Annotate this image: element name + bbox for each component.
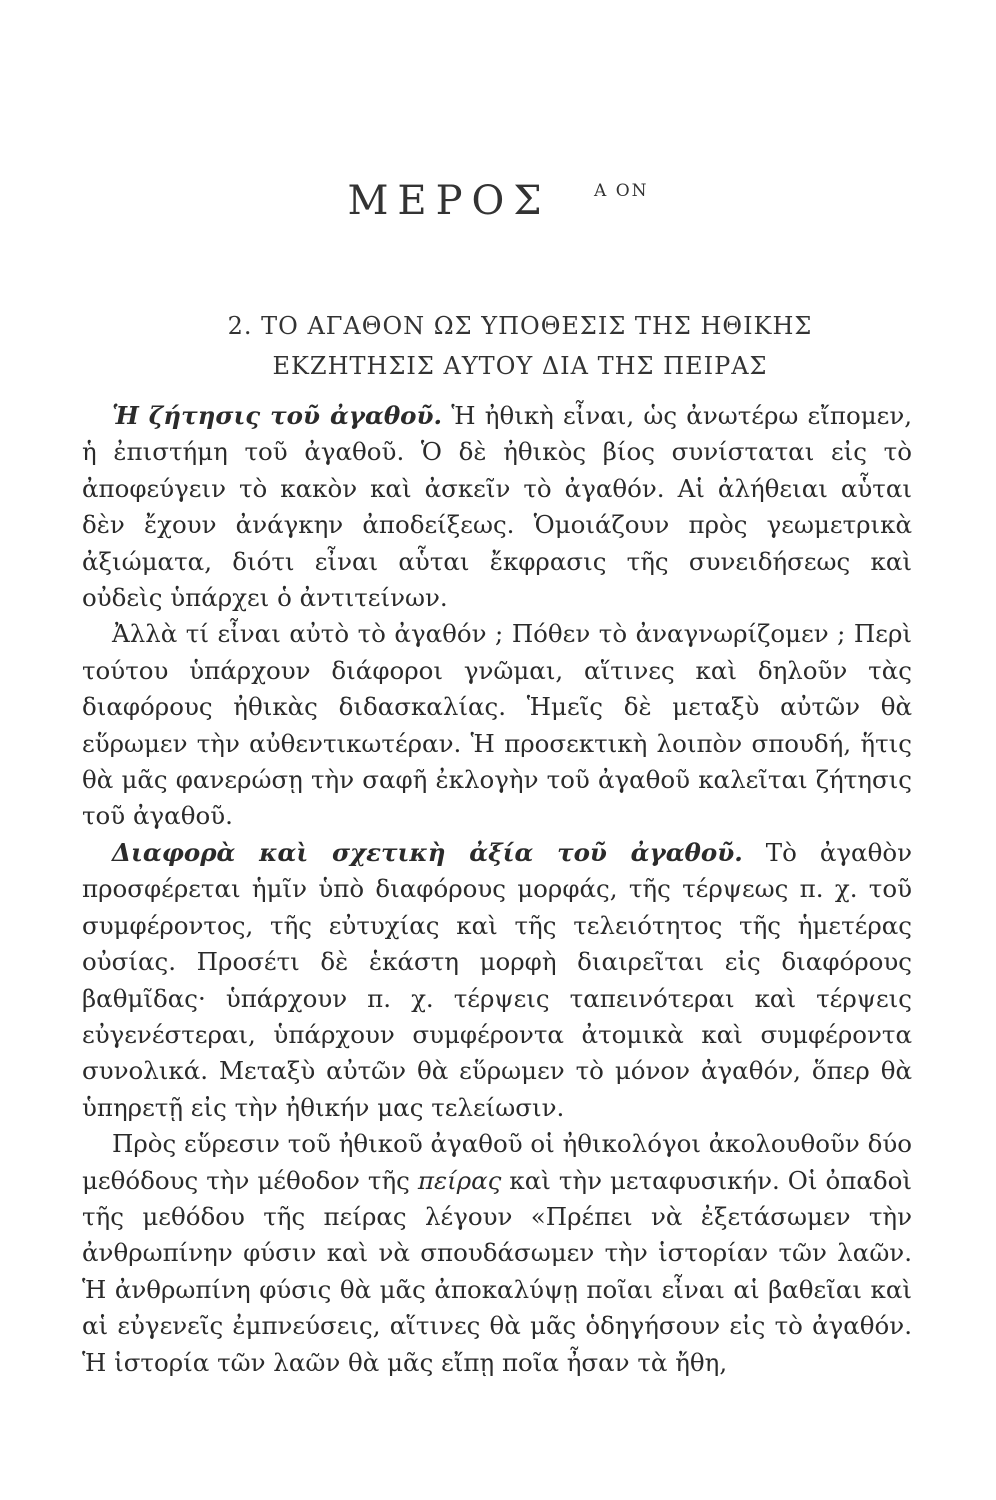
paragraph-4-emphasis: πείρας — [417, 1165, 502, 1195]
paragraph-1 — [82, 398, 912, 616]
part-title-text: ΜΕΡΟΣ — [347, 178, 551, 224]
paragraph-1-heading: Ἡ ζήτησις τοῦ ἀγαθοῦ. — [112, 401, 443, 430]
chapter-heading-line-2: ΕΚΖΗΤΗΣΙΣ ΑΥΤΟΥ ΔΙΑ ΤΗΣ ΠΕΙΡΑΣ — [272, 352, 768, 380]
chapter-heading — [140, 306, 900, 386]
chapter-heading-line-1: 2. ΤΟ ΑΓΑΘΟΝ ΩΣ ΥΠΟΘΕΣΙΣ ΤΗΣ ΗΘΙΚΗΣ — [227, 312, 813, 340]
body-text — [82, 398, 912, 1381]
paragraph-4-text-a: Πρὸς εὕρεσιν τοῦ ἠθικοῦ ἀγαθοῦ οἱ ἠθικολόγοι ἀκολουθοῦν δύο μεθόδους τὴν μέθοδον τῆς — [82, 1129, 912, 1195]
part-title-superscript: Α ON — [594, 181, 649, 201]
paragraph-3-text: Τὸ ἀγαθὸν προσφέρεται ἡμῖν ὑπὸ διαφόρους μορφάς, τῆς τέρψεως π. χ. τοῦ συμφέροντος, τῆς εὐτυχίας καὶ τῆς τελειότητος τῆς ἡμετέρας οὐσίας. Προσέτι δὲ ἑκάστη μορφὴ διαιρεῖται εἰς διαφόρους βαθμῖδας· ὑπάρχουν π. χ. τέρψεις ταπεινότεραι καὶ τέρψεις εὐγενέστεραι, ὑπάρχουν συμφέροντα ἀτομικὰ καὶ συμφέροντα συνολικά. Μεταξὺ αὐτῶν θὰ εὕρωμεν τὸ μόνον ἀγαθόν, ὅπερ θὰ ὑπηρετῇ εἰς τὴν ἠθικήν μας τελείωσιν. — [82, 837, 912, 1122]
paragraph-2 — [82, 616, 912, 834]
paragraph-4 — [82, 1126, 912, 1381]
paragraph-3-heading: Διαφορὰ καὶ σχετικὴ ἀξία τοῦ ἀγαθοῦ. — [112, 837, 743, 867]
paragraph-1-text: Ἡ ἠθικὴ εἶναι, ὡς ἀνωτέρω εἴπομεν, ἡ ἐπιστήμη τοῦ ἀγαθοῦ. Ὁ δὲ ἠθικὸς βίος συνίσταται εἰς τὸ ἀποφεύγειν τὸ κακὸν καὶ ἀσκεῖν τὸ ἀγαθόν. Αἱ ἀλήθειαι αὗται δὲν ἔχουν ἀνάγκην ἀποδείξεως. Ὁμοιάζουν πρὸς γεωμετρικὰ ἀξιώματα, διότι εἶναι αὗται ἔκφρασις τῆς συνειδήσεως καὶ οὐδεὶς ὑπάρχει ὁ ἀντιτείνων. — [82, 401, 912, 613]
paragraph-3 — [82, 835, 912, 1126]
part-title — [0, 178, 996, 224]
paragraph-4-text-b: καὶ τὴν μεταφυσικήν. Οἱ ὀπαδοὶ τῆς μεθόδου τῆς πείρας λέγουν «Πρέπει νὰ ἐξετάσωμεν τὴν ἀνθρωπίνην φύσιν καὶ νὰ σπουδάσωμεν τὴν ἱστορίαν τῶν λαῶν. Ἡ ἀνθρωπίνη φύσις θὰ μᾶς ἀποκαλύψῃ ποῖαι εἶναι αἱ βαθεῖαι καὶ αἱ εὐγενεῖς ἐμπνεύσεις, αἵτινες θὰ μᾶς ὁδηγήσουν εἰς τὸ ἀγαθόν. Ἡ ἱστορία τῶν λαῶν θὰ μᾶς εἴπῃ ποῖα ἦσαν τὰ ἤθη, — [82, 1165, 912, 1377]
paragraph-2-text: Ἀλλὰ τί εἶναι αὐτὸ τὸ ἀγαθόν ; Πόθεν τὸ ἀναγνωρίζομεν ; Περὶ τούτου ὑπάρχουν διάφοροι γνῶμαι, αἵτινες καὶ δηλοῦν τὰς διαφόρους ἠθικὰς διδασκαλίας. Ἡμεῖς δὲ μεταξὺ αὐτῶν θὰ εὕρωμεν τὴν αὐθεντικωτέραν. Ἡ προσεκτικὴ λοιπὸν σπουδή, ἥτις θὰ μᾶς φανερώσῃ τὴν σαφῆ ἐκλογὴν τοῦ ἀγαθοῦ καλεῖται ζήτησις τοῦ ἀγαθοῦ. — [82, 619, 912, 831]
